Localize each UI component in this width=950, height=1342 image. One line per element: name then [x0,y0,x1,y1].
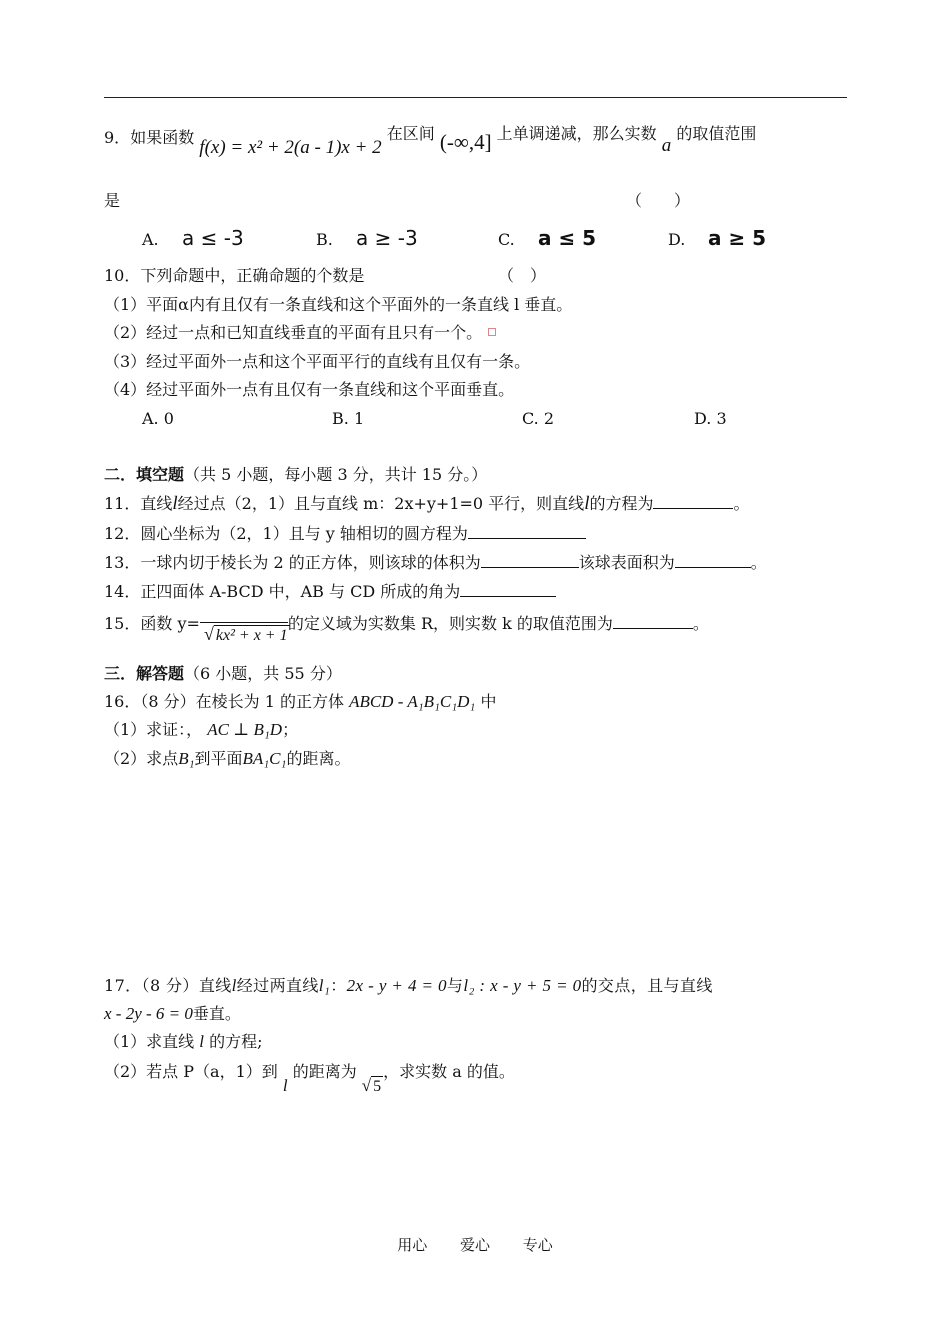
q10-item-2: （2）经过一点和已知直线垂直的平面有且只有一个。 [104,323,496,343]
q11: 11．直线l经过点（2，1）且与直线 m：2x+y+1=0 平行，则直线l的方程为 。 [104,493,750,514]
q12: 12．圆心坐标为（2，1）且与 y 轴相切的圆方程为 [104,522,586,544]
q13: 13．一球内切于棱长为 2 的正方体，则该球的体积为 该球表面积为 。 [104,553,767,572]
q9-interval: (-∞,4] [439,130,492,154]
q10-item-3: （3）经过平面外一点和这个平面平行的直线有且仅有一条。 [104,352,531,371]
q10-answer-paren: （ ） [498,266,547,285]
q15-radical: √ kx² + x + 1 [204,624,288,644]
q9-option-c-label: C. [498,230,515,249]
q15-blank [613,612,693,629]
q9-function: f(x) = x² + 2(a - 1)x + 2 [199,137,382,158]
q9-option-a: a ≤ -3 [182,226,244,250]
q9-option-c: a ≤ 5 [538,226,597,250]
q10-option-d: D. 3 [694,409,727,428]
q13-blank-area [675,551,751,568]
q17-stem-cont: x - 2y - 6 = 0垂直。 [104,1004,241,1023]
q12-blank [468,522,586,539]
footer-text-2: 爱心 [459,1236,490,1254]
footer-text-1: 用心 [397,1236,428,1254]
q9-stem-cont: 是 [104,191,121,210]
q10-item-1: （1）平面α内有且仅有一条直线和这个平面外的一条直线 l 垂直。 [104,295,573,314]
q16-stem: 16．（8 分）在棱长为 1 的正方体 ABCD - A₁B₁C₁D₁ 中 [104,692,497,711]
q9-option-b-label: B. [316,230,333,249]
q16-part-2: （2）求点B₁到平面BA₁C₁的距离。 [104,749,351,768]
section-2-heading: 二．填空题（共 5 小题，每小题 3 分，共计 15 分。） [104,465,488,484]
q10-option-c: C. 2 [522,409,555,428]
q9-stem: 9．如果函数 f(x) = x² + 2(a - 1)x + 2 在区间 (-∞,4] 上单调递减，那么实数 a 的取值范围 [104,124,757,158]
q15: 15．函数 y= 的定义域为实数集 R，则实数 k 的取值范围为 。 [104,608,709,634]
page-footer [0,1234,950,1255]
q11-blank [653,492,733,509]
q15-fraction-bar [200,608,288,623]
q17-stem: 17．（8 分）直线l经过两直线l₁：2x - y + 4 = 0与l₂ : x - y + 5 = 0的交点，且与直线 [104,976,713,995]
q10-option-a: A. 0 [142,409,174,428]
q17-part-2: （2）若点 P（a，1）到 l 的距离为 √ 5，求实数 a 的值。 [104,1062,515,1095]
q17-part-1: （1）求直线 l 的方程; [104,1032,263,1051]
q9-option-b: a ≥ -3 [356,226,418,250]
q10-stem: 10．下列命题中，正确命题的个数是 [104,266,365,285]
header-rule [104,97,847,98]
q9-option-d: a ≥ 5 [708,226,767,250]
q9-option-d-label: D. [668,230,686,249]
q10-option-b: B. 1 [332,409,365,428]
q9-option-a-label: A. [142,230,159,249]
q13-blank-volume [481,551,579,568]
q9-answer-paren: （ ） [626,191,691,210]
editor-mark-icon [488,328,496,336]
q14-blank [460,580,556,597]
q10-item-4: （4）经过平面外一点有且仅有一条直线和这个平面垂直。 [104,380,515,399]
q16-part-1: （1）求证：， AC ⊥ B₁D； [104,720,299,739]
footer-text-3: 专心 [522,1236,553,1254]
section-3-heading: 三．解答题（6 小题，共 55 分） [104,664,342,683]
q14: 14．正四面体 A-BCD 中，AB 与 CD 所成的角为 [104,580,556,602]
